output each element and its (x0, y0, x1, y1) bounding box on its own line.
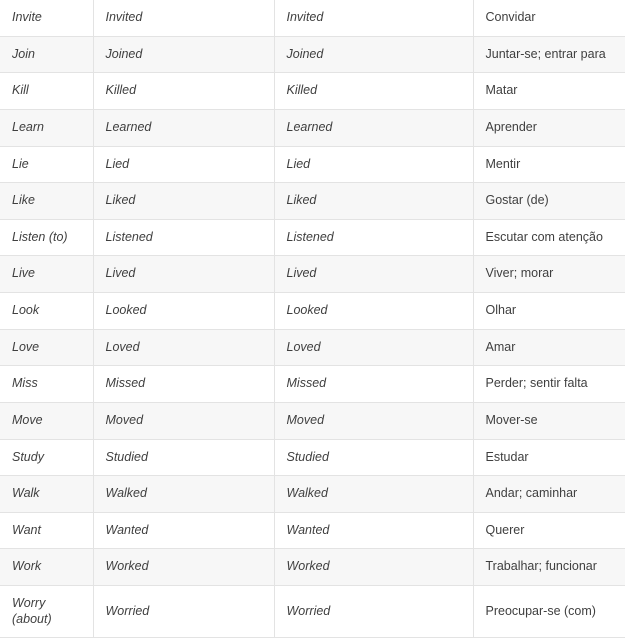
cell-past-participle: Learned (274, 109, 473, 146)
cell-past-simple: Lived (93, 256, 274, 293)
cell-infinitive: Lie (0, 146, 93, 183)
cell-past-participle: Lied (274, 146, 473, 183)
cell-translation: Escutar com atenção (473, 219, 625, 256)
cell-past-participle: Studied (274, 439, 473, 476)
cell-translation: Mentir (473, 146, 625, 183)
cell-infinitive: Like (0, 183, 93, 220)
cell-infinitive: Walk (0, 476, 93, 513)
cell-infinitive: Live (0, 256, 93, 293)
cell-translation: Trabalhar; funcionar (473, 549, 625, 586)
cell-translation: Estudar (473, 439, 625, 476)
cell-past-simple: Wanted (93, 512, 274, 549)
cell-translation: Preocupar-se (com) (473, 586, 625, 638)
cell-past-simple: Killed (93, 73, 274, 110)
table-row (0, 329, 625, 366)
table-row (0, 36, 625, 73)
table-row (0, 402, 625, 439)
cell-past-participle: Worried (274, 586, 473, 638)
table-row (0, 0, 625, 36)
cell-translation: Mover-se (473, 402, 625, 439)
cell-past-participle: Wanted (274, 512, 473, 549)
cell-infinitive: Miss (0, 366, 93, 403)
table-row (0, 219, 625, 256)
table-row (0, 549, 625, 586)
cell-translation: Andar; caminhar (473, 476, 625, 513)
cell-past-simple: Moved (93, 402, 274, 439)
cell-translation: Olhar (473, 293, 625, 330)
cell-past-simple: Walked (93, 476, 274, 513)
cell-infinitive: Kill (0, 73, 93, 110)
cell-past-simple: Liked (93, 183, 274, 220)
cell-infinitive: Want (0, 512, 93, 549)
cell-past-participle: Joined (274, 36, 473, 73)
cell-infinitive: Listen (to) (0, 219, 93, 256)
cell-translation: Aprender (473, 109, 625, 146)
cell-translation: Amar (473, 329, 625, 366)
cell-infinitive: Move (0, 402, 93, 439)
cell-past-simple: Worked (93, 549, 274, 586)
table-row (0, 366, 625, 403)
cell-past-participle: Walked (274, 476, 473, 513)
cell-past-participle: Moved (274, 402, 473, 439)
table-row (0, 73, 625, 110)
cell-past-simple: Studied (93, 439, 274, 476)
cell-past-simple: Loved (93, 329, 274, 366)
cell-past-simple: Missed (93, 366, 274, 403)
cell-translation: Viver; morar (473, 256, 625, 293)
cell-past-participle: Listened (274, 219, 473, 256)
cell-past-participle: Invited (274, 0, 473, 36)
cell-past-simple: Looked (93, 293, 274, 330)
cell-translation: Juntar-se; entrar para (473, 36, 625, 73)
table-row (0, 183, 625, 220)
cell-translation: Gostar (de) (473, 183, 625, 220)
cell-past-participle: Missed (274, 366, 473, 403)
cell-translation: Matar (473, 73, 625, 110)
cell-past-participle: Lived (274, 256, 473, 293)
cell-translation: Convidar (473, 0, 625, 36)
cell-past-simple: Invited (93, 0, 274, 36)
table-row (0, 256, 625, 293)
cell-past-simple: Learned (93, 109, 274, 146)
cell-translation: Perder; sentir falta (473, 366, 625, 403)
cell-past-simple: Joined (93, 36, 274, 73)
table-row (0, 586, 625, 638)
cell-infinitive: Love (0, 329, 93, 366)
table-row (0, 146, 625, 183)
table-row (0, 512, 625, 549)
table-row (0, 109, 625, 146)
cell-past-participle: Killed (274, 73, 473, 110)
cell-translation: Querer (473, 512, 625, 549)
cell-past-simple: Worried (93, 586, 274, 638)
cell-infinitive: Look (0, 293, 93, 330)
cell-infinitive: Join (0, 36, 93, 73)
table-row (0, 293, 625, 330)
cell-infinitive: Work (0, 549, 93, 586)
cell-past-participle: Looked (274, 293, 473, 330)
table-row (0, 439, 625, 476)
cell-past-simple: Listened (93, 219, 274, 256)
cell-past-participle: Loved (274, 329, 473, 366)
cell-infinitive: Study (0, 439, 93, 476)
cell-infinitive: Invite (0, 0, 93, 36)
table-row (0, 476, 625, 513)
cell-past-simple: Lied (93, 146, 274, 183)
cell-infinitive: Worry (about) (0, 586, 93, 638)
cell-infinitive: Learn (0, 109, 93, 146)
cell-past-participle: Worked (274, 549, 473, 586)
cell-past-participle: Liked (274, 183, 473, 220)
